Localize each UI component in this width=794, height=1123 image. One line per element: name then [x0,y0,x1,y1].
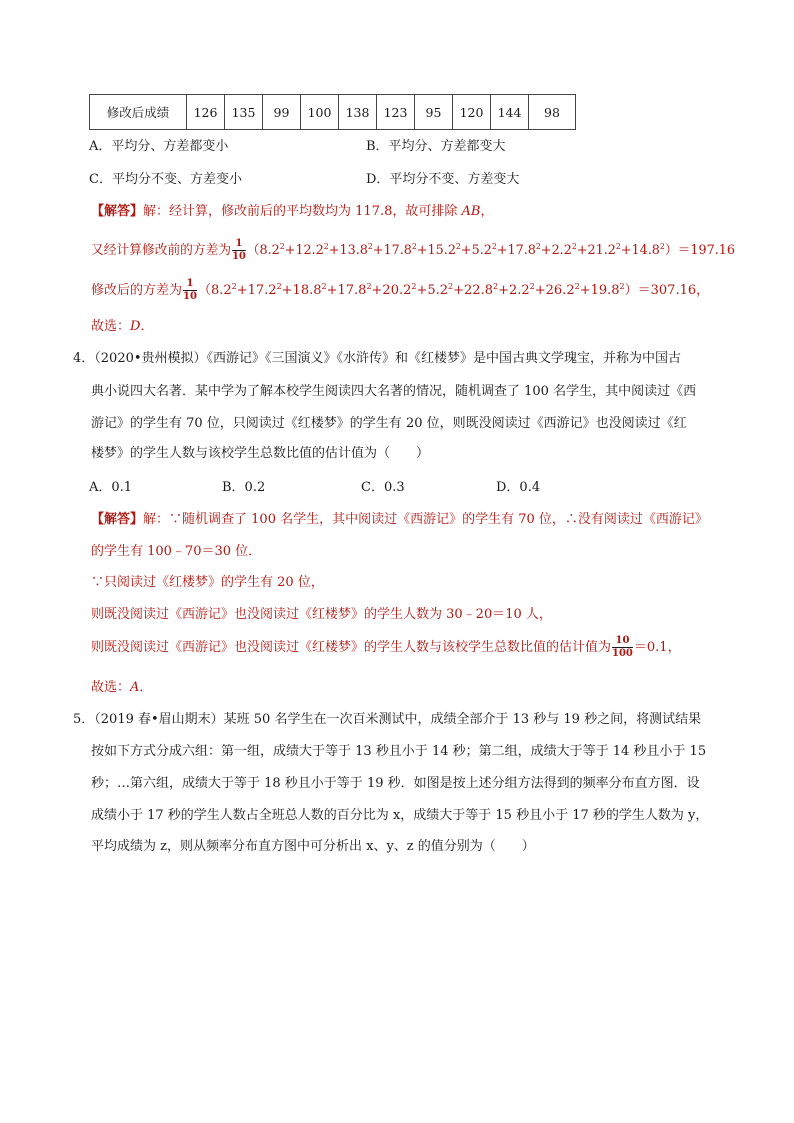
q4-answer-line: 则既没阅读过《西游记》也没阅读过《红楼梦》的学生人数为 30﹣20＝10 人， [91,607,552,622]
table-cell: 98 [529,95,576,130]
table-cell: 99 [263,95,301,130]
q4-stem-line: 4．（2020•贵州模拟）《西游记》《三国演义》《水浒传》和《红楼梦》是中国古典文学瑰宝，并称为中国古 [73,351,682,366]
q4-option-a: A．0.1 [89,480,133,495]
q4-answer-line: 则既没阅读过《西游记》也没阅读过《红楼梦》的学生人数与该校学生总数比值的估计值为 $\frac{10}{100}$ ＝0.1， [91,635,681,659]
q5-stem-line: 5．（2019 春•眉山期末）某班 50 名学生在一次百米测试中，成绩全部介于 13 秒与 19 秒之间，将测试结果 [73,712,702,727]
q5-stem-line: 成绩小于 17 秒的学生人数占全班总人数的百分比为 x，成绩大于等于 15 秒且小于 17 秒的学生人数为 y， [91,808,709,823]
answer-tag: 【解答】 [91,204,144,219]
q3-option-d: D．平均分不变、方差变大 [366,172,520,187]
table-cell: 144 [491,95,529,130]
q4-stem-line: 楼梦》的学生人数与该校学生总数比值的估计值为（ ） [91,446,430,461]
table-cell: 100 [301,95,339,130]
table-cell: 135 [225,95,263,130]
q4-conclusion: 故选：A． [91,680,153,695]
table-header-cell: 修改后成绩 [90,95,187,130]
answer-tag: 【解答】 [91,512,144,527]
fraction: $\frac{10}{100}$ [612,635,633,659]
table-cell: 138 [339,95,377,130]
q3-option-b: B．平均分、方差都变大 [366,139,506,154]
q5-stem-line: 按如下方式分成六组：第一组，成绩大于等于 13 秒且小于 14 秒；第二组，成绩大于等于 14 秒且小于 15 [91,744,707,759]
q4-option-d: D．0.4 [496,480,541,495]
fraction: $\frac{1}{10}$ [183,278,197,302]
q5-stem-line: 秒；…第六组，成绩大于等于 18 秒且小于等于 19 秒．如图是按上述分组方法得到的频率分布直方图．设 [91,776,700,791]
table-cell: 123 [377,95,415,130]
q4-stem-line: 游记》的学生有 70 位，只阅读过《红楼梦》的学生有 20 位，则既没阅读过《西游记》也没阅读过《红 [91,416,687,431]
q4-stem-line: 典小说四大名著．某中学为了解本校学生阅读四大名著的情况，随机调查了 100 名学生，其中阅读过《西 [91,384,697,399]
q4-answer-line: 【解答】解：∵随机调查了 100 名学生，其中阅读过《西游记》的学生有 70 位，∴没有阅读过《西游记》 [91,512,708,527]
q4-answer-line: 的学生有 100﹣70＝30 位． [91,544,262,559]
q3-conclusion: 故选：D． [91,319,154,334]
q4-answer-line: ∵只阅读过《红楼梦》的学生有 20 位， [91,575,324,590]
q4-option-b: B．0.2 [222,480,266,495]
q3-variance-after: 修改后的方差为 $\frac{1}{10}$ $(8.2^2+17.2^2+18.8^2+17.8^2+20.2^2+5.2^2+22.8^2+2.2^2+26.2^2+19.8^2)=307.16$， [91,278,710,302]
q3-option-a: A．平均分、方差都变小 [89,139,229,154]
table-row [90,95,576,130]
table-cell: 120 [453,95,491,130]
table-cell: 126 [187,95,225,130]
table-cell: 95 [415,95,453,130]
q5-stem-line: 平均成绩为 z，则从频率分布直方图中可分析出 x、y、z 的值分别为（ ） [91,839,535,854]
q4-option-c: C．0.3 [361,480,405,495]
q3-variance-before: 又经计算修改前的方差为 $\frac{1}{10}$ $(8.2^2+12.2^2+13.8^2+17.8^2+15.2^2+5.2^2+17.8^2+2.2^2+21.2^2+14.8^2)=197.16$ [91,238,735,262]
q3-option-c: C．平均分不变、方差变小 [89,172,242,187]
score-table [89,94,576,130]
fraction: $\frac{1}{10}$ [232,238,246,262]
q3-answer-line: 【解答】解：经计算，修改前后的平均数均为 117.8，故可排除 AB， [91,204,494,219]
